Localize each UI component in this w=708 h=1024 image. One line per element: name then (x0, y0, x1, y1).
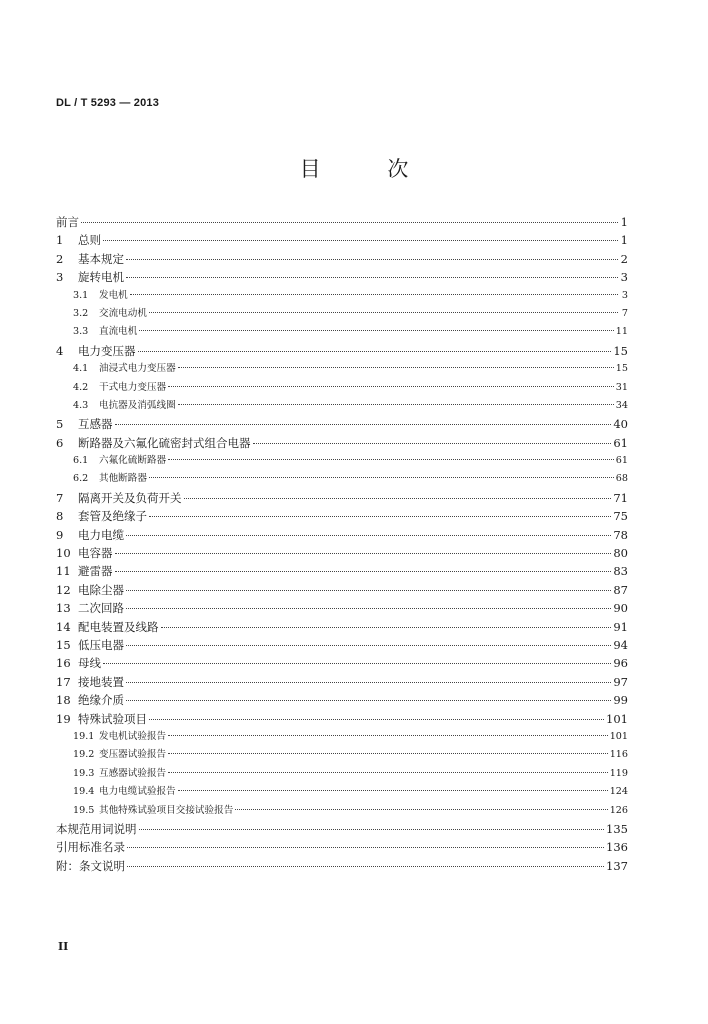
toc-entry[interactable] (56, 691, 628, 709)
toc-entry-label: 其他断路器 (99, 473, 147, 485)
toc-entry-number: 14 (56, 619, 71, 634)
toc-entry-page: 91 (613, 619, 628, 634)
toc-entry-number: 13 (56, 601, 71, 616)
page-number: II (58, 940, 69, 953)
dot-leader (138, 351, 612, 352)
toc-entry-number: 17 (56, 674, 71, 689)
toc-entry-page: 15 (615, 363, 628, 375)
toc-entry[interactable] (56, 599, 628, 617)
toc-entry-label: 避雷器 (78, 564, 113, 579)
toc-entry-label: 直流电机 (99, 326, 138, 338)
toc-entry-page: 61 (613, 435, 628, 450)
toc-entry-page: 40 (613, 417, 628, 432)
toc-entry-page: 75 (613, 509, 628, 524)
toc-entry[interactable] (56, 581, 628, 599)
toc-entry-label: 电力变压器 (78, 343, 136, 358)
toc-entry-label: 发电机 (99, 289, 128, 301)
toc-entry-number: 19.1 (73, 730, 95, 742)
toc-entry-page: 61 (615, 455, 628, 467)
dot-leader (115, 553, 612, 554)
toc-entry[interactable] (56, 415, 628, 433)
dot-leader (126, 608, 611, 609)
toc-entry-number: 6.2 (73, 473, 89, 485)
toc-entry-label: 电抗器及消弧线圈 (99, 399, 176, 411)
dot-leader (127, 847, 604, 848)
toc-entry[interactable] (56, 305, 628, 323)
dot-leader (126, 259, 618, 260)
toc-entry-page: 11 (615, 326, 628, 338)
toc-entry-label: 总则 (78, 233, 101, 248)
toc-entry-page: 99 (613, 693, 628, 708)
toc-entry-page: 135 (606, 821, 628, 836)
toc-entry-number: 4.3 (73, 399, 89, 411)
dot-leader (126, 682, 611, 683)
dot-leader (103, 663, 611, 664)
toc-entry-number: 3 (56, 270, 64, 285)
toc-entry-label: 本规范用词说明 (56, 821, 137, 836)
toc-entry[interactable] (56, 268, 628, 286)
toc-entry-label: 油浸式电力变压器 (99, 363, 176, 375)
toc-entry-page: 2 (620, 251, 628, 266)
toc-entry-label: 互感器试验报告 (99, 767, 167, 779)
dot-leader (178, 367, 614, 368)
toc-entry-number: 19.4 (73, 786, 95, 798)
dot-leader (168, 772, 608, 773)
toc-entry[interactable] (56, 765, 628, 783)
toc-entry-page: 3 (621, 289, 628, 301)
toc-entry-number: 3.2 (73, 307, 89, 319)
toc-entry-page: 124 (609, 786, 628, 798)
toc-entry[interactable] (56, 562, 628, 580)
toc-entry[interactable] (56, 838, 628, 856)
dot-leader (103, 240, 618, 241)
toc-entry-label: 干式电力变压器 (99, 381, 167, 393)
toc-entry-page: 7 (621, 307, 628, 319)
toc-entry-label: 二次回路 (78, 601, 124, 616)
toc-entry-page: 71 (613, 490, 628, 505)
toc-entry-number: 4.2 (73, 381, 89, 393)
toc-entry-number: 1 (56, 233, 64, 248)
toc-entry-page: 136 (606, 840, 628, 855)
toc-entry-number: 3.3 (73, 326, 89, 338)
toc-entry-label: 电除尘器 (78, 582, 124, 597)
toc-entry-page: 87 (613, 582, 628, 597)
toc-entry-number: 19.5 (73, 804, 95, 816)
toc-entry-label: 基本规定 (78, 251, 124, 266)
dot-leader (161, 627, 612, 628)
toc-entry-page: 97 (613, 674, 628, 689)
toc-entry[interactable] (56, 544, 628, 562)
toc-entry[interactable] (56, 728, 628, 746)
toc-entry-label: 母线 (78, 656, 101, 671)
dot-leader (126, 277, 618, 278)
dot-leader (149, 516, 611, 517)
toc-entry-number: 18 (56, 693, 71, 708)
toc-entry-label: 电力电缆 (78, 527, 124, 542)
toc-entry[interactable] (56, 323, 628, 341)
toc-entry-number: 15 (56, 637, 71, 652)
toc-entry[interactable] (56, 673, 628, 691)
toc-entry-page: 31 (615, 381, 628, 393)
toc-entry[interactable] (56, 857, 628, 875)
toc-entry[interactable] (56, 213, 628, 231)
toc-entry-page: 116 (609, 749, 628, 761)
dot-leader (126, 535, 611, 536)
toc-entry[interactable] (56, 379, 628, 397)
toc-entry-label: 变压器试验报告 (99, 749, 167, 761)
toc-entry-number: 19.3 (73, 767, 95, 779)
toc-entry[interactable] (56, 470, 628, 488)
toc-entry-label: 配电装置及线路 (78, 619, 159, 634)
toc-entry-page: 34 (615, 399, 628, 411)
toc-entry-number: 11 (56, 564, 71, 579)
dot-leader (253, 443, 612, 444)
toc-entry[interactable] (56, 746, 628, 764)
dot-leader (149, 312, 618, 313)
page-title: 目 次 (299, 157, 439, 181)
dot-leader (178, 404, 614, 405)
dot-leader (184, 498, 612, 499)
dot-leader (130, 294, 618, 295)
dot-leader (178, 790, 608, 791)
toc-entry-label: 接地装置 (78, 674, 124, 689)
dot-leader (126, 590, 611, 591)
toc-entry[interactable] (56, 618, 628, 636)
dot-leader (149, 477, 614, 478)
toc-entry[interactable] (56, 434, 628, 452)
toc-entry-page: 15 (613, 343, 628, 358)
toc-entry-label: 隔离开关及负荷开关 (78, 490, 182, 505)
dot-leader (168, 735, 608, 736)
toc-entry-label: 附：条文说明 (56, 858, 125, 873)
toc-entry-page: 80 (613, 546, 628, 561)
dot-leader (115, 571, 612, 572)
toc-entry-number: 19.2 (73, 749, 95, 761)
toc-entry-label: 低压电器 (78, 637, 124, 652)
toc-entry[interactable] (56, 287, 628, 305)
toc-entry-page: 119 (609, 767, 628, 779)
toc-entry[interactable] (56, 802, 628, 820)
toc-entry-label: 互感器 (78, 417, 113, 432)
toc-entry-page: 1 (620, 233, 628, 248)
toc-entry-label: 绝缘介质 (78, 693, 124, 708)
toc-entry-label: 套管及绝缘子 (78, 509, 147, 524)
toc-entry-label: 电容器 (78, 546, 113, 561)
dot-leader (139, 829, 605, 830)
toc-entry-label: 特殊试验项目 (78, 711, 147, 726)
toc-entry-number: 19 (56, 711, 71, 726)
toc-entry-label: 引用标准名录 (56, 840, 125, 855)
toc-entry-page: 101 (606, 711, 628, 726)
toc-entry-number: 9 (56, 527, 64, 542)
toc-entry-page: 68 (615, 473, 628, 485)
toc-entry-label: 交流电动机 (99, 307, 147, 319)
dot-leader (168, 753, 608, 754)
toc-entry-number: 6 (56, 435, 64, 450)
toc-entry[interactable] (56, 489, 628, 507)
toc-entry[interactable] (56, 231, 628, 249)
toc-entry-label: 断路器及六氟化硫密封式组合电器 (78, 435, 251, 450)
toc-entry-page: 94 (613, 637, 628, 652)
dot-leader (149, 719, 604, 720)
toc-entry[interactable] (56, 250, 628, 268)
dot-leader (139, 330, 613, 331)
dot-leader (168, 459, 614, 460)
toc-entry-page: 126 (609, 804, 628, 816)
toc-entry-page: 137 (606, 858, 628, 873)
toc-entry-number: 5 (56, 417, 64, 432)
toc-entry[interactable] (56, 710, 628, 728)
toc-entry-number: 7 (56, 490, 64, 505)
toc-entry-number: 4 (56, 343, 64, 358)
toc-entry-number: 8 (56, 509, 64, 524)
toc-entry-page: 96 (613, 656, 628, 671)
toc-entry-number: 2 (56, 251, 64, 266)
dot-leader (81, 222, 618, 223)
toc-entry[interactable] (56, 526, 628, 544)
toc-entry-number: 3.1 (73, 289, 89, 301)
toc-entry-page: 3 (620, 270, 628, 285)
toc-entry[interactable] (56, 820, 628, 838)
dot-leader (115, 424, 612, 425)
toc-entry-label: 电力电缆试验报告 (99, 786, 176, 798)
toc-entry-label: 发电机试验报告 (99, 730, 167, 742)
toc-entry[interactable] (56, 507, 628, 525)
toc-entry-page: 1 (620, 215, 628, 229)
toc-entry[interactable] (56, 654, 628, 672)
toc-entry-page: 101 (609, 730, 628, 742)
dot-leader (235, 809, 607, 810)
toc-entry-page: 83 (613, 564, 628, 579)
toc-entry-label: 六氟化硫断路器 (99, 455, 167, 467)
toc-entry-number: 16 (56, 656, 71, 671)
toc-entry[interactable] (56, 452, 628, 470)
toc-entry-number: 10 (56, 546, 71, 561)
toc-entry[interactable] (56, 342, 628, 360)
toc-entry-label: 旋转电机 (78, 270, 124, 285)
dot-leader (168, 386, 614, 387)
toc-entry-page: 78 (613, 527, 628, 542)
table-of-contents (56, 213, 628, 875)
toc-entry-number: 12 (56, 582, 71, 597)
toc-entry-label: 前言 (56, 215, 79, 229)
toc-entry-number: 6.1 (73, 455, 89, 467)
dot-leader (126, 700, 611, 701)
toc-entry[interactable] (56, 360, 628, 378)
toc-entry[interactable] (56, 636, 628, 654)
toc-entry[interactable] (56, 397, 628, 415)
standard-code: DL / T 5293 — 2013 (56, 97, 160, 109)
toc-entry-label: 其他特殊试验项目交接试验报告 (99, 804, 234, 816)
toc-entry-page: 90 (613, 601, 628, 616)
toc-entry-number: 4.1 (73, 363, 89, 375)
toc-entry[interactable] (56, 783, 628, 801)
dot-leader (126, 645, 611, 646)
dot-leader (127, 866, 604, 867)
